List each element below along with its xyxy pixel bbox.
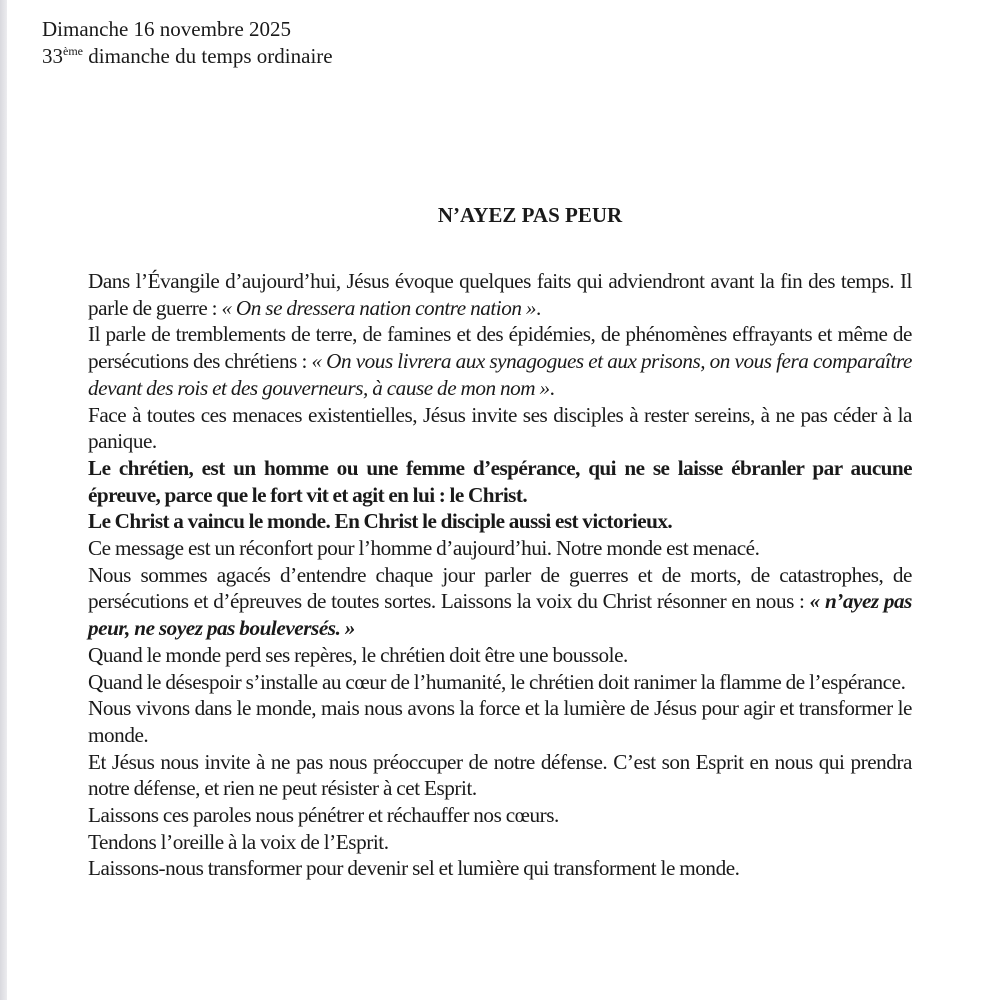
paragraph-text: Dans l’Évangile d’aujourd’hui, Jésus évoque quelques faits qui adviendront avant la fin des temps. Il parle de guerre : xyxy=(88,269,912,320)
liturgical-sunday-line xyxy=(42,43,333,70)
paragraph: Quand le monde perd ses repères, le chrétien doit être une boussole. xyxy=(88,642,628,667)
paragraph xyxy=(88,562,912,642)
scripture-quote: « On vous livrera aux synagogues et aux prisons, on vous fera comparaître devant des rois et des gouverneurs, à cause de mon nom » xyxy=(88,349,912,400)
sunday-number: 33 xyxy=(42,44,63,68)
page-left-edge xyxy=(0,0,7,1000)
scripture-quote: « On se dressera nation contre nation » xyxy=(221,295,537,320)
paragraph: Laissons ces paroles nous pénétrer et réchauffer nos cœurs. xyxy=(88,803,559,828)
emphasized-paragraph: Le chrétien, est un homme ou une femme d’espérance, qui ne se laisse ébranler par aucune épreuve, parce que le fort vit et agit en lui : le Christ. xyxy=(88,455,912,507)
date-line: Dimanche 16 novembre 2025 xyxy=(42,17,292,41)
sunday-ordinal-suffix: ème xyxy=(63,44,83,58)
homily-body xyxy=(88,268,912,882)
paragraph: Nous vivons dans le monde, mais nous avons la force et la lumière de Jésus pour agir et transformer le monde. xyxy=(88,696,912,747)
paragraph: Quand le désespoir s’installe au cœur de l’humanité, le chrétien doit ranimer la flamme de l’espérance. xyxy=(88,669,906,694)
sunday-description: dimanche du temps ordinaire xyxy=(83,44,333,68)
paragraph: Tendons l’oreille à la voix de l’Esprit. xyxy=(88,829,389,854)
paragraph-text: Nous sommes agacés d’entendre chaque jour parler de guerres et de morts, de catastrophes, de persécutions et d’épreuves de toutes sortes. Laissons la voix du Christ résonner en nous : xyxy=(88,562,912,614)
paragraph: Ce message est un réconfort pour l’homme d’aujourd’hui. Notre monde est menacé. xyxy=(88,536,760,561)
paragraph: Face à toutes ces menaces existentielles, Jésus invite ses disciples à rester sereins, à ne pas céder à la panique. xyxy=(88,402,912,454)
document-header xyxy=(42,16,333,70)
paragraph xyxy=(88,321,912,401)
emphasized-paragraph: Le Christ a vaincu le monde. En Christ le disciple aussi est victorieux. xyxy=(88,509,673,534)
document-title: N’AYEZ PAS PEUR xyxy=(437,203,623,227)
paragraph-text: . xyxy=(549,375,555,400)
paragraph xyxy=(88,268,912,321)
paragraph-text: . xyxy=(536,295,541,320)
paragraph: Et Jésus nous invite à ne pas nous préoccuper de notre défense. C’est son Esprit en nous qui prendra notre défense, et rien ne peut résister à cet Esprit. xyxy=(88,749,912,801)
christ-quote: « n’ayez pas peur, ne soyez pas bouleversés. » xyxy=(88,589,912,641)
paragraph-text: Il parle de tremblements de terre, de famines et des épidémies, de phénomènes effrayants et même de persécutions des chrétiens : xyxy=(88,322,912,374)
paragraph: Laissons-nous transformer pour devenir sel et lumière qui transforment le monde. xyxy=(88,856,740,881)
